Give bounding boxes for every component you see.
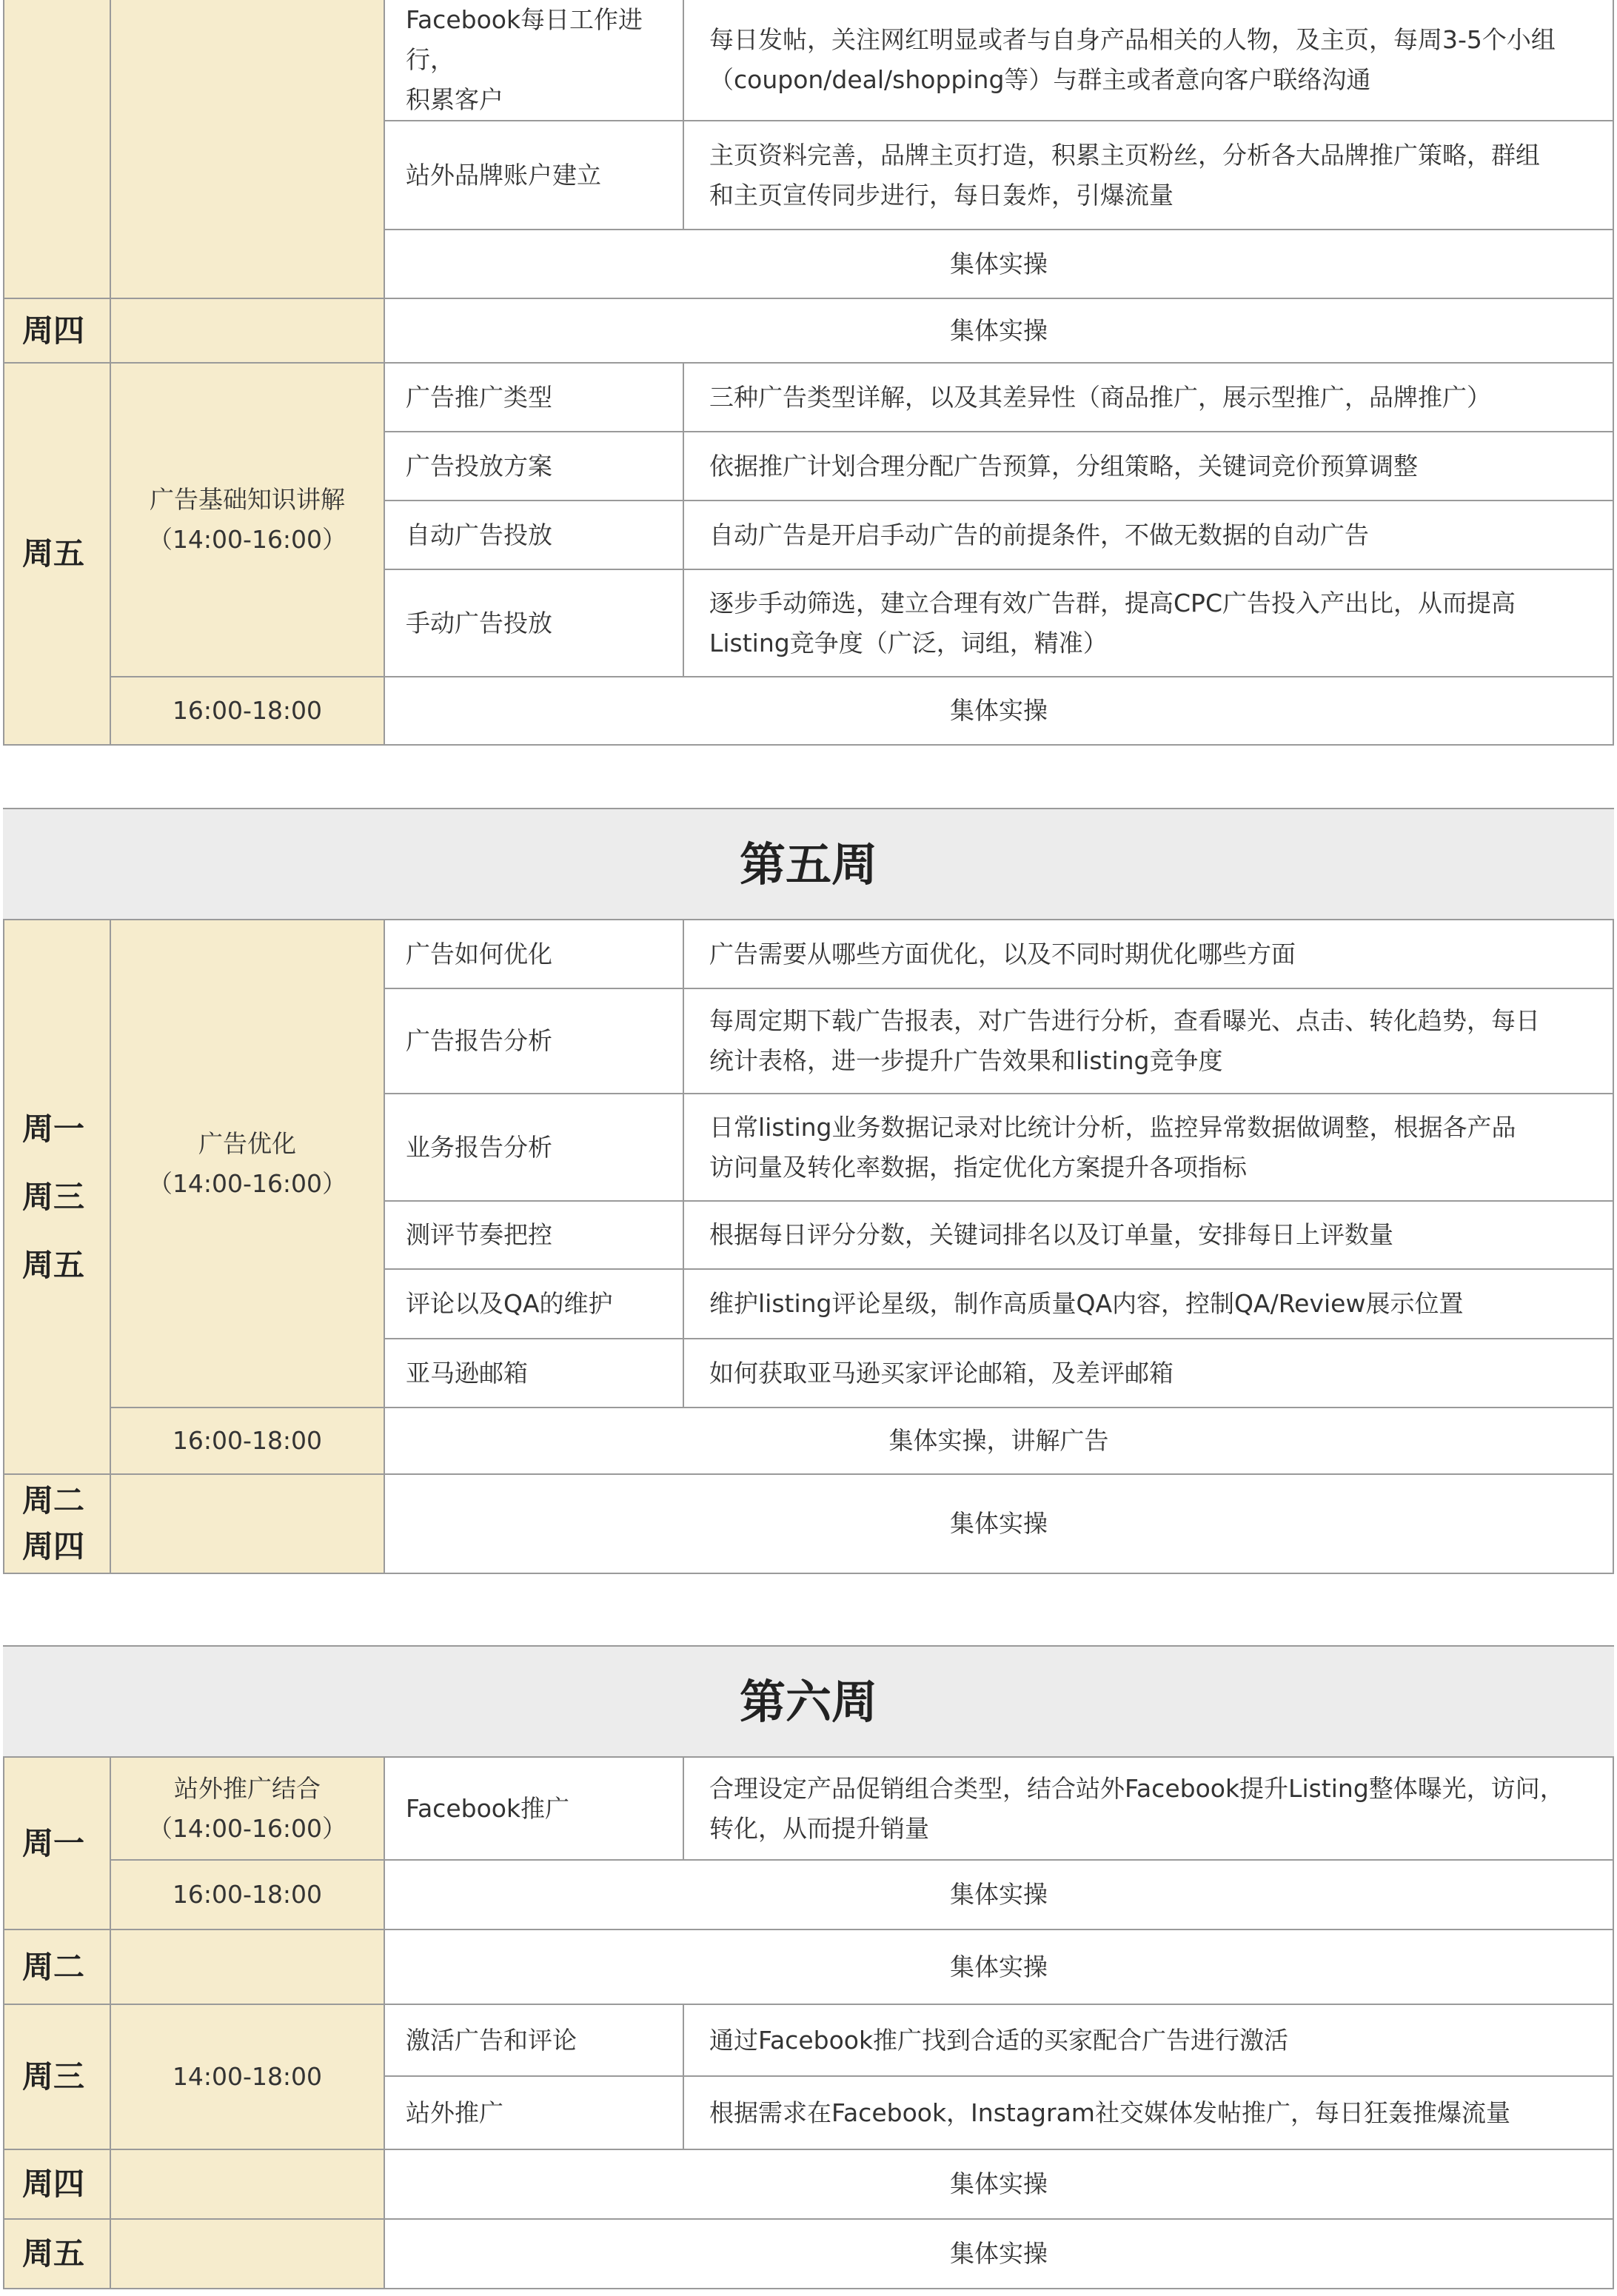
topic-cell: 亚马逊邮箱: [384, 1339, 683, 1408]
practice-cell: 集体实操: [384, 1860, 1613, 1929]
session-cell-empty: [110, 0, 384, 298]
desc-cell: 每日发帖，关注网红明显或者与自身产品相关的人物，及主页，每周3-5个小组 （coupon/deal/shopping等）与群主或者意向客户联络沟通: [683, 0, 1613, 121]
day-thu: 周四: [4, 298, 110, 363]
day-fri: 周五: [4, 363, 110, 745]
practice-cell: 集体实操: [384, 677, 1613, 745]
week5-schedule-table: [3, 919, 1614, 1574]
day-tue: 周二: [4, 1929, 110, 2004]
desc-cell: 如何获取亚马逊买家评论邮箱，及差评邮箱: [683, 1339, 1613, 1408]
day-mon: 周一: [4, 1757, 110, 1929]
day-wed: 周三: [22, 1178, 85, 1215]
desc-cell: 合理设定产品促销组合类型，结合站外Facebook提升Listing整体曝光，访问， 转化，从而提升销量: [683, 1757, 1613, 1860]
topic-cell: 自动广告投放: [384, 501, 683, 569]
day-cell-empty: [4, 0, 110, 298]
desc-cell: 逐步手动筛选，建立合理有效广告群，提高CPC广告投入产出比，从而提高 Listing竞争度（广泛，词组，精准）: [683, 569, 1613, 677]
session-cell-empty: [110, 2219, 384, 2289]
topic-cell: 广告投放方案: [384, 432, 683, 501]
desc-cell: 主页资料完善，品牌主页打造，积累主页粉丝，分析各大品牌推广策略，群组 和主页宣传同步进行，每日轰炸，引爆流量: [683, 121, 1613, 230]
desc-cell: 三种广告类型详解，以及其差异性（商品推广，展示型推广，品牌推广）: [683, 363, 1613, 432]
practice-cell: 集体实操: [384, 298, 1613, 363]
time-cell: 16:00-18:00: [110, 1408, 384, 1474]
week6-schedule-table: [3, 1756, 1614, 2289]
session-cell-empty: [110, 2149, 384, 2219]
topic-cell: 广告推广类型: [384, 363, 683, 432]
time-cell: 16:00-18:00: [110, 677, 384, 745]
time-cell: 16:00-18:00: [110, 1860, 384, 1929]
session-cell: 广告优化 （14:00-16:00）: [110, 920, 384, 1408]
practice-cell: 集体实操: [384, 2149, 1613, 2219]
practice-cell: 集体实操: [384, 230, 1613, 298]
topic-cell: 广告报告分析: [384, 988, 683, 1094]
week4-schedule-table: [3, 0, 1614, 746]
desc-cell: 根据每日评分分数，关键词排名以及订单量，安排每日上评数量: [683, 1201, 1613, 1269]
topic-cell: 激活广告和评论: [384, 2004, 683, 2076]
session-cell: 广告基础知识讲解 （14:00-16:00）: [110, 363, 384, 677]
topic-cell: 评论以及QA的维护: [384, 1269, 683, 1339]
day-thu: 周四: [22, 1528, 85, 1564]
topic-cell: Facebook每日工作进行， 积累客户: [384, 0, 683, 121]
topic-cell: 业务报告分析: [384, 1094, 683, 1201]
topic-cell: Facebook推广: [384, 1757, 683, 1860]
practice-cell: 集体实操，讲解广告: [384, 1408, 1613, 1474]
day-thu: 周四: [4, 2149, 110, 2219]
day-tue: 周二: [22, 1482, 85, 1519]
desc-cell: 自动广告是开启手动广告的前提条件，不做无数据的自动广告: [683, 501, 1613, 569]
day-wed: 周三: [4, 2004, 110, 2149]
topic-cell: 手动广告投放: [384, 569, 683, 677]
desc-cell: 维护listing评论星级，制作高质量QA内容，控制QA/Review展示位置: [683, 1269, 1613, 1339]
desc-cell: 通过Facebook推广找到合适的买家配合广告进行激活: [683, 2004, 1613, 2076]
desc-cell: 依据推广计划合理分配广告预算，分组策略，关键词竞价预算调整: [683, 432, 1613, 501]
topic-cell: 站外推广: [384, 2076, 683, 2149]
desc-cell: 根据需求在Facebook，Instagram社交媒体发帖推广，每日狂轰推爆流量: [683, 2076, 1613, 2149]
day-fri: 周五: [4, 2219, 110, 2289]
topic-cell: 站外品牌账户建立: [384, 121, 683, 230]
day-tue-thu: [4, 1474, 110, 1573]
practice-cell: 集体实操: [384, 1474, 1613, 1573]
topic-cell: 广告如何优化: [384, 920, 683, 988]
desc-cell: 每周定期下载广告报表，对广告进行分析，查看曝光、点击、转化趋势，每日 统计表格，进一步提升广告效果和listing竞争度: [683, 988, 1613, 1094]
day-mon-wed-fri: [4, 920, 110, 1474]
desc-cell: 广告需要从哪些方面优化，以及不同时期优化哪些方面: [683, 920, 1613, 988]
week6-heading: 第六周: [3, 1645, 1614, 1758]
topic-cell: 测评节奏把控: [384, 1201, 683, 1269]
time-cell: 14:00-18:00: [110, 2004, 384, 2149]
day-mon: 周一: [22, 1110, 85, 1147]
session-cell-empty: [110, 298, 384, 363]
practice-cell: 集体实操: [384, 2219, 1613, 2289]
session-cell-empty: [110, 1929, 384, 2004]
week5-heading: 第五周: [3, 808, 1614, 920]
day-fri: 周五: [22, 1246, 85, 1283]
session-cell-empty: [110, 1474, 384, 1573]
practice-cell: 集体实操: [384, 1929, 1613, 2004]
desc-cell: 日常listing业务数据记录对比统计分析，监控异常数据做调整，根据各产品 访问量及转化率数据，指定优化方案提升各项指标: [683, 1094, 1613, 1201]
session-cell: 站外推广结合 （14:00-16:00）: [110, 1757, 384, 1860]
